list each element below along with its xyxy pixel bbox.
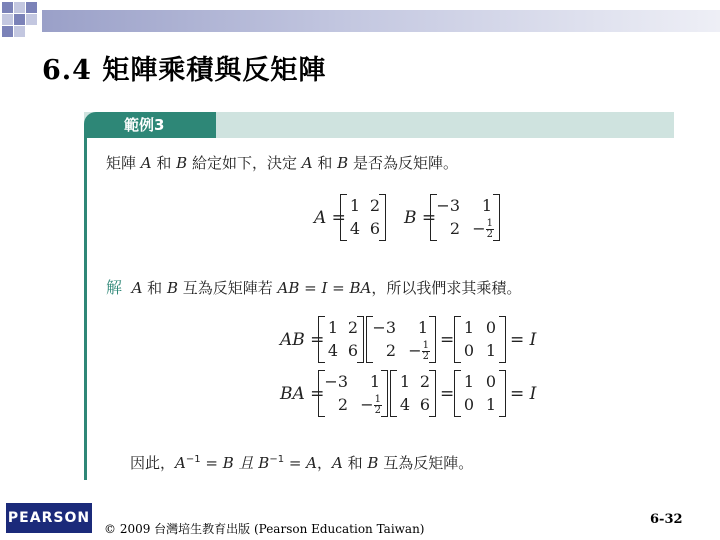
deco-square xyxy=(14,2,25,13)
fraction-denominator: 2 xyxy=(486,229,493,240)
minus-sign: − xyxy=(360,395,374,414)
deco-square xyxy=(26,14,37,25)
example-side-rule xyxy=(84,138,87,480)
matrix-cell: −3 xyxy=(324,372,348,391)
ab-matrix-b xyxy=(366,316,436,364)
matrix-cell: 0 xyxy=(485,318,496,337)
problem-text: 矩陣 xyxy=(106,154,141,172)
fraction-half xyxy=(486,219,494,240)
matrix-cell: 6 xyxy=(369,219,380,238)
inverse-superscript: −1 xyxy=(185,454,201,465)
deco-square xyxy=(26,2,37,13)
problem-text: 是否為反矩陣。 xyxy=(348,154,458,172)
matrix-b-label: B = xyxy=(404,208,437,228)
fraction-half xyxy=(422,341,430,362)
matrix-cell: 2 xyxy=(347,318,358,337)
matrix-cell: 6 xyxy=(419,395,430,414)
matrix-cell: −3 xyxy=(372,318,396,337)
problem-text: 給定如下，決定 xyxy=(187,154,302,172)
var-b: B xyxy=(367,454,379,472)
identity-result: = I xyxy=(510,384,537,404)
bracket-right xyxy=(379,194,386,241)
equals-sign: = xyxy=(440,384,455,404)
fraction-half xyxy=(374,395,382,416)
matrix-cell: 2 xyxy=(419,372,430,391)
bracket-right xyxy=(429,370,436,417)
matrix-cell: 2 xyxy=(369,196,380,215)
identity-equation: AB = I = BA xyxy=(277,279,372,297)
var-b: B xyxy=(176,154,188,172)
matrix-cell: 4 xyxy=(349,219,360,238)
identity-result: = I xyxy=(510,330,537,350)
matrix-cell: 1 xyxy=(463,318,474,337)
conclusion-text: 因此， xyxy=(130,454,176,472)
title-gradient-bar xyxy=(42,10,720,32)
matrix-cell: 0 xyxy=(463,395,474,414)
matrix-cell: 0 xyxy=(485,372,496,391)
conclusion-text: = B 且 xyxy=(200,454,259,472)
minus-sign: − xyxy=(408,341,422,360)
var-b: B xyxy=(166,279,178,297)
slide-title: 6.4 矩陣乘積與反矩陣 xyxy=(42,55,327,86)
fraction-denominator: 2 xyxy=(374,405,381,416)
copyright-footer: © 2009 台灣培生教育出版 (Pearson Education Taiwan) xyxy=(104,522,425,536)
bracket-right xyxy=(499,316,506,363)
matrix-cell: 4 xyxy=(399,395,410,414)
ba-label: BA = xyxy=(280,384,325,404)
matrix-cell: 1 xyxy=(463,372,474,391)
matrix-b xyxy=(430,194,500,242)
deco-square xyxy=(14,14,25,25)
solution-text: 互為反矩陣若 xyxy=(177,279,278,297)
var-a: A xyxy=(175,454,186,472)
matrix-cell: 6 xyxy=(347,341,358,360)
conclusion-text: 和 xyxy=(342,454,368,472)
matrix-cell: 1 xyxy=(485,395,496,414)
page-number: 6-32 xyxy=(650,512,683,527)
matrix-cell: 4 xyxy=(327,341,338,360)
matrix-cell: 1 xyxy=(485,341,496,360)
ab-label: AB = xyxy=(280,330,325,350)
fraction-numerator: 1 xyxy=(374,394,381,405)
var-b: B xyxy=(258,454,270,472)
conclusion-text: 互為反矩陣。 xyxy=(378,454,474,472)
equals-sign: = xyxy=(440,330,455,350)
ab-matrix-a xyxy=(318,316,364,364)
bracket-right xyxy=(357,316,364,363)
matrix-cell: 2 xyxy=(449,219,460,238)
ba-matrix-b xyxy=(318,370,388,418)
matrix-cell: 1 xyxy=(349,196,360,215)
matrix-cell: 1 xyxy=(417,318,428,337)
matrix-cell xyxy=(400,341,430,362)
matrix-cell: 1 xyxy=(327,318,338,337)
bracket-right xyxy=(429,316,436,363)
bracket-right xyxy=(493,194,500,241)
bracket-right xyxy=(499,370,506,417)
matrix-cell: −3 xyxy=(436,196,460,215)
conclusion-line xyxy=(130,452,473,473)
ab-identity-matrix xyxy=(454,316,506,364)
conclusion-text: = A xyxy=(284,454,317,472)
ba-matrix-a xyxy=(390,370,436,418)
deco-square xyxy=(2,26,13,37)
problem-text: 和 xyxy=(151,154,177,172)
bracket-right xyxy=(381,370,388,417)
pearson-logo: PEARSON xyxy=(6,503,92,533)
matrix-cell xyxy=(464,219,494,240)
deco-square xyxy=(2,2,13,13)
var-b: B xyxy=(337,154,349,172)
fraction-denominator: 2 xyxy=(422,351,429,362)
example-label: 範例3 xyxy=(84,112,216,138)
matrix-cell xyxy=(352,395,382,416)
solution-line xyxy=(106,275,521,298)
matrix-cell: 0 xyxy=(463,341,474,360)
var-a: A xyxy=(131,279,143,297)
fraction-numerator: 1 xyxy=(422,340,429,351)
problem-text: 和 xyxy=(312,154,338,172)
matrix-cell: 1 xyxy=(369,372,380,391)
deco-square xyxy=(2,14,13,25)
inverse-superscript: −1 xyxy=(269,454,285,465)
var-a: A xyxy=(301,154,313,172)
matrix-cell: 1 xyxy=(481,196,492,215)
conclusion-text: ， xyxy=(317,454,333,472)
solution-text: ，所以我們求其乘積。 xyxy=(371,279,522,297)
problem-statement xyxy=(106,152,458,173)
matrix-cell: 2 xyxy=(385,341,396,360)
solution-label: 解 xyxy=(106,278,123,297)
title-decoration xyxy=(0,0,720,40)
matrix-a-label: A = xyxy=(314,208,346,228)
fraction-numerator: 1 xyxy=(486,218,493,229)
solution-text: 和 xyxy=(142,279,167,297)
var-a: A xyxy=(140,154,152,172)
ba-identity-matrix xyxy=(454,370,506,418)
var-a: A xyxy=(332,454,343,472)
deco-square xyxy=(14,26,25,37)
minus-sign: − xyxy=(472,219,486,238)
example-box xyxy=(84,112,674,480)
matrix-cell: 1 xyxy=(399,372,410,391)
matrix-cell: 2 xyxy=(337,395,348,414)
matrix-a xyxy=(340,194,386,242)
